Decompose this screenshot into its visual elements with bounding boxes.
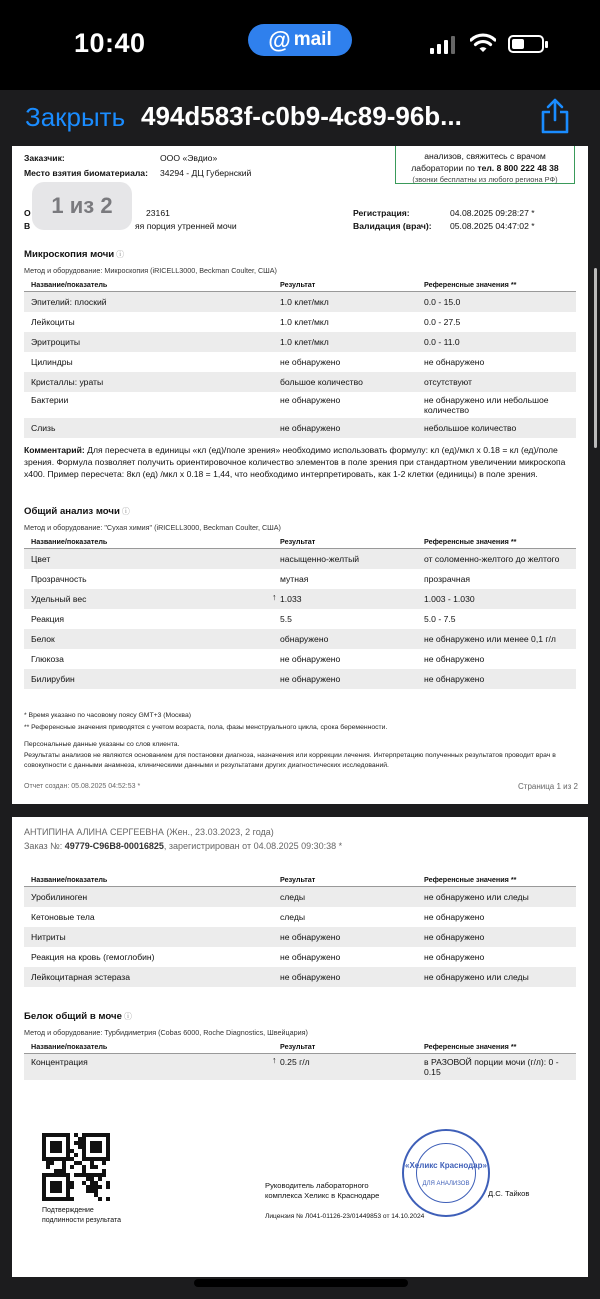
protein-section-title xyxy=(24,1011,132,1022)
general-section-title xyxy=(24,506,130,517)
document-title: 494d583f-c0b9-4c89-96b... xyxy=(141,101,462,131)
general-method: Метод и оборудование: "Сухая химия" (iRICELL3000, Beckman Coulter, США) xyxy=(24,523,281,532)
info-icon: ⓘ xyxy=(116,250,125,259)
table-row xyxy=(24,629,576,649)
footnote-personal-data: Персональные данные указаны со слов клиента. xyxy=(24,741,180,748)
stamp-inner-ring xyxy=(416,1143,476,1203)
table-header xyxy=(24,873,576,887)
document-page-2 xyxy=(12,817,588,1277)
material-label-part: В xyxy=(24,221,31,231)
microscopy-section-title xyxy=(24,249,124,260)
table-header xyxy=(24,1040,576,1054)
col-result-header: Результат xyxy=(280,1042,316,1051)
place-value: 34294 - ДЦ Губернский xyxy=(160,168,252,178)
table-row xyxy=(24,589,576,609)
row-ref: не обнаружено или менее 0,1 г/л xyxy=(424,634,556,644)
footnote-disclaimer: Результаты анализов не являются основанием для постановки диагноза, назначения или коррекции лечения. Интерпретацию полученных результатов проводит врач в совокупности с данными анамнеза, клиническими данными и результатами других диагностических исследований. xyxy=(24,752,556,769)
qr-caption-1: Подтверждение xyxy=(42,1207,94,1214)
row-name: Лейкоцитарная эстераза xyxy=(31,972,131,982)
row-result: не обнаружено xyxy=(280,952,341,962)
contact-prefix: лаборатории по xyxy=(411,163,478,173)
table-header xyxy=(24,535,576,549)
row-name: Билирубин xyxy=(31,674,75,684)
validation-label: Валидация (врач): xyxy=(353,221,432,231)
stamp-subtext: ДЛЯ АНАЛИЗОВ xyxy=(422,1181,470,1187)
row-name: Нитриты xyxy=(31,932,66,942)
table-row xyxy=(24,292,576,312)
row-result: не обнаружено xyxy=(280,932,341,942)
order-number-part: 23161 xyxy=(146,208,170,218)
row-result xyxy=(272,592,424,604)
row-name: Кристаллы: ураты xyxy=(31,377,104,387)
row-ref: 0.0 - 27.5 xyxy=(424,317,461,327)
row-result: 1.0 клет/мкл xyxy=(280,297,329,307)
general-title: Общий анализ мочи xyxy=(24,506,120,517)
table-row xyxy=(24,312,576,332)
table-row xyxy=(24,569,576,589)
col-name-header: Название/показатель xyxy=(31,537,108,546)
license: Лицензия № Л041-01126-23/01449853 от 14.10.2024 xyxy=(265,1213,425,1220)
row-ref: не обнаружено xyxy=(424,357,485,367)
row-name: Глюкоза xyxy=(31,654,64,664)
footnote-reference: ** Референсные значения приводятся с учетом возраста, пола, фазы менструального цикла, срока беременности. xyxy=(24,724,388,731)
row-name: Бактерии xyxy=(31,395,69,405)
row-name: Реакция xyxy=(31,614,65,624)
row-result: 1.0 клет/мкл xyxy=(280,317,329,327)
row-result: не обнаружено xyxy=(280,395,341,405)
stamp-text: «Хеликс Краснодар» xyxy=(405,1161,487,1170)
comment xyxy=(24,444,576,480)
row-ref: от соломенно-желтого до желтого xyxy=(424,554,560,564)
col-ref-header: Референсные значения ** xyxy=(424,279,517,289)
customer-label: Заказчик: xyxy=(24,153,65,163)
table-row xyxy=(24,332,576,352)
contact-note: (звонки бесплатны из любого региона РФ) xyxy=(412,175,558,184)
lab-contact-box xyxy=(395,146,575,184)
row-result xyxy=(272,1055,424,1067)
head-name: Д.С. Тайков xyxy=(488,1189,530,1198)
comment-label: Комментарий: xyxy=(24,445,85,455)
table-row xyxy=(24,967,576,987)
row-ref: 1.003 - 1.030 xyxy=(424,594,475,604)
col-name-header: Название/показатель xyxy=(31,1042,108,1051)
scrollbar-thumb[interactable] xyxy=(594,268,597,448)
row-ref: 0.0 - 11.0 xyxy=(424,337,460,347)
lab-stamp xyxy=(402,1129,490,1217)
table-row xyxy=(24,549,576,569)
row-ref: в РАЗОВОЙ порции мочи (г/л): 0 - 0.15 xyxy=(424,1057,559,1077)
row-result: следы xyxy=(280,912,306,922)
order-registration: , зарегистрирован от 04.08.2025 09:30:38 * xyxy=(163,841,343,851)
row-name: Эритроциты xyxy=(31,337,81,347)
col-result-header: Результат xyxy=(280,537,316,546)
general-table-continued xyxy=(24,873,576,987)
high-flag-icon: ↑ xyxy=(272,1055,277,1065)
order-number: 49779-C96B8-00016825 xyxy=(64,841,164,851)
lab-phone: тел. 8 800 222 48 38 xyxy=(477,163,559,173)
nav-bar xyxy=(0,90,600,146)
row-result: 5.5 xyxy=(280,614,292,624)
qr-module xyxy=(106,1197,110,1201)
info-icon: ⓘ xyxy=(123,1012,132,1021)
row-ref: прозрачная xyxy=(424,574,471,584)
share-icon[interactable] xyxy=(539,98,571,134)
row-result: следы xyxy=(280,892,306,902)
home-indicator xyxy=(194,1279,408,1287)
status-time: 10:40 xyxy=(74,28,146,58)
row-name: Прозрачность xyxy=(31,574,87,584)
qr-caption-2: подлинности результата xyxy=(42,1217,121,1224)
table-row xyxy=(24,927,576,947)
report-created: Отчет создан: 05.08.2025 04:52:53 * xyxy=(24,783,141,790)
col-result-header: Результат xyxy=(280,280,316,289)
close-button[interactable]: Закрыть xyxy=(25,102,126,132)
table-row xyxy=(24,1054,576,1080)
info-icon: ⓘ xyxy=(121,507,130,516)
table-row xyxy=(24,887,576,907)
row-ref: не обнаружено xyxy=(424,674,485,684)
protein-title: Белок общий в моче xyxy=(24,1011,122,1022)
row-result: не обнаружено xyxy=(280,357,341,367)
contact-line: анализов, свяжитесь с врачом xyxy=(424,151,546,161)
wifi-icon xyxy=(470,32,496,54)
row-ref: не обнаружено xyxy=(424,952,485,962)
row-name: Реакция на кровь (гемоглобин) xyxy=(31,952,155,962)
col-name-header: Название/показатель xyxy=(31,280,108,289)
mail-pill-label: mail xyxy=(293,29,332,50)
row-name: Цилиндры xyxy=(31,357,73,367)
row-ref: не обнаружено xyxy=(424,912,485,922)
footnote-timezone: * Время указано по часовому поясу GMT+3 (Москва) xyxy=(24,712,191,719)
row-ref: небольшое количество xyxy=(424,423,517,433)
battery-icon xyxy=(508,35,544,53)
col-ref-header: Референсные значения ** xyxy=(424,1041,517,1051)
order-label: Заказ №: xyxy=(24,841,63,851)
row-result: не обнаружено xyxy=(280,674,341,684)
table-header xyxy=(24,278,576,292)
row-ref: 5.0 - 7.5 xyxy=(424,614,456,624)
row-name: Белок xyxy=(31,634,55,644)
place-label: Место взятия биоматериала: xyxy=(24,168,148,178)
col-ref-header: Референсные значения ** xyxy=(424,874,517,884)
page-number: Страница 1 из 2 xyxy=(518,782,578,791)
table-row xyxy=(24,352,576,372)
order-label-part: О xyxy=(24,208,31,218)
head-title-2: комплекса Хеликс в Краснодаре xyxy=(265,1191,380,1200)
high-flag-icon: ↑ xyxy=(272,592,277,602)
registration-value: 04.08.2025 09:28:27 * xyxy=(450,208,535,218)
row-result: насыщенно-желтый xyxy=(280,554,360,564)
table-row xyxy=(24,418,576,438)
row-result: обнаружено xyxy=(280,634,329,644)
table-row xyxy=(24,947,576,967)
row-result-value: 0.25 г/л xyxy=(280,1057,310,1067)
row-result: 1.0 клет/мкл xyxy=(280,337,329,347)
comment-text: Для пересчета в единицы «кл (ед)/поле зрения» необходимо использовать формулу: кл (ед)/мкл х 0.18 = кл (ед)/поле зрения. Формула позволяет получить ориентировочное количество элементов в поле зрения при стандартном увеличении микроскопа х400. Пример пересчета: 8кл (ед) /мкл х 0.18 = 1,44, что необходимо интерпретировать, как 1-2 клетки (единицы) в поле зрения. xyxy=(24,445,566,479)
page-indicator: 1 из 2 xyxy=(32,182,132,230)
microscopy-title: Микроскопия мочи xyxy=(24,249,115,260)
row-result: не обнаружено xyxy=(280,423,341,433)
row-result: большое количество xyxy=(280,377,363,387)
row-result: не обнаружено xyxy=(280,972,341,982)
protein-method: Метод и оборудование: Турбидиметрия (Cobas 6000, Roche Diagnostics, Швейцария) xyxy=(24,1028,308,1037)
table-row xyxy=(24,649,576,669)
status-bar xyxy=(0,0,600,90)
microscopy-table xyxy=(24,278,576,438)
microscopy-method: Метод и оборудование: Микроскопия (iRICELL3000, Beckman Coulter, США) xyxy=(24,266,277,275)
at-icon: @ xyxy=(268,26,291,53)
material-value: яя порция утренней мочи xyxy=(135,221,237,231)
table-row xyxy=(24,669,576,689)
qr-code[interactable] xyxy=(42,1133,110,1201)
row-ref: не обнаружено xyxy=(424,654,485,664)
table-row xyxy=(24,392,576,418)
row-name: Лейкоциты xyxy=(31,317,75,327)
row-name: Эпителий: плоский xyxy=(31,297,107,307)
patient-info: АНТИПИНА АЛИНА СЕРГЕЕВНА (Жен., 23.03.2023, 2 года) xyxy=(24,827,274,837)
contact-phone-line xyxy=(396,162,574,174)
signal-icon xyxy=(430,36,455,54)
row-ref: не обнаружено или небольшое количество xyxy=(424,395,549,415)
table-row xyxy=(24,372,576,392)
row-ref: не обнаружено xyxy=(424,932,485,942)
row-name: Кетоновые тела xyxy=(31,912,95,922)
general-table xyxy=(24,535,576,689)
col-name-header: Название/показатель xyxy=(31,875,108,884)
order-info xyxy=(24,841,342,851)
head-title-1: Руководитель лабораторного xyxy=(265,1181,369,1190)
table-row xyxy=(24,907,576,927)
mail-app-pill[interactable] xyxy=(248,24,352,56)
row-name: Удельный вес xyxy=(31,594,87,604)
row-result: не обнаружено xyxy=(280,654,341,664)
row-result: мутная xyxy=(280,574,309,584)
row-ref: не обнаружено или следы xyxy=(424,972,529,982)
row-name: Цвет xyxy=(31,554,51,564)
row-ref: не обнаружено или следы xyxy=(424,892,529,902)
col-ref-header: Референсные значения ** xyxy=(424,536,517,546)
protein-table xyxy=(24,1040,576,1080)
customer-value: ООО «Эвдио» xyxy=(160,153,218,163)
row-name: Уробилиноген xyxy=(31,892,88,902)
row-ref: 0.0 - 15.0 xyxy=(424,297,461,307)
row-name: Концентрация xyxy=(31,1057,88,1067)
registration-label: Регистрация: xyxy=(353,208,410,218)
document-page-1 xyxy=(12,146,588,804)
table-row xyxy=(24,609,576,629)
row-ref: отсутствуют xyxy=(424,377,472,387)
row-name: Слизь xyxy=(31,423,56,433)
validation-value: 05.08.2025 04:47:02 * xyxy=(450,221,535,231)
row-result-value: 1.033 xyxy=(280,594,302,604)
col-result-header: Результат xyxy=(280,875,316,884)
